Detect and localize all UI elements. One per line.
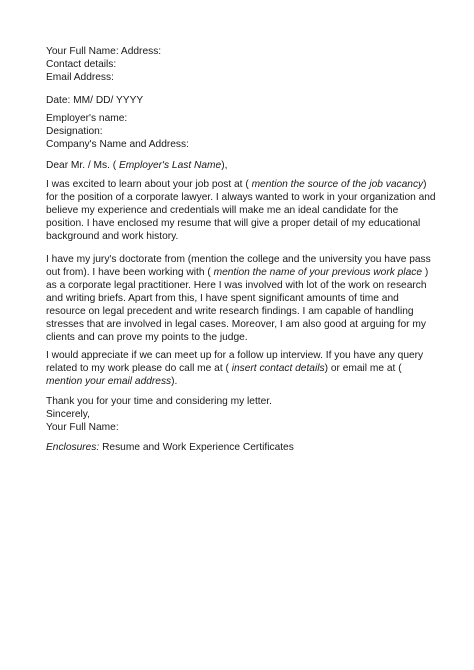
sender-name-address: Your Full Name: Address: xyxy=(46,46,162,57)
closing-thanks: Thank you for your time and considering my letter. xyxy=(46,396,272,407)
salutation-prefix: Dear Mr. / Ms. ( xyxy=(46,160,120,171)
para2-placeholder-1: mention the name of your previous work place xyxy=(213,267,422,278)
paragraph-2 xyxy=(46,253,438,344)
paragraph-3 xyxy=(46,349,438,388)
closing-sincerely: Sincerely, xyxy=(46,409,90,420)
employer-block xyxy=(46,112,438,151)
para3-placeholder-1: insert contact details xyxy=(231,363,325,374)
salutation-suffix: ), xyxy=(221,160,228,171)
employer-name: Employer's name: xyxy=(46,113,128,124)
employer-designation: Designation: xyxy=(46,126,103,137)
para1-text-1: I was excited to learn about your job post at ( xyxy=(46,179,252,190)
para3-placeholder-2: mention your email address xyxy=(46,376,172,387)
closing-name: Your Full Name: xyxy=(46,422,119,433)
closing-block xyxy=(46,395,438,434)
salutation xyxy=(46,159,438,172)
para2-text-1: I have my jury's doctorate from (mention the college and the university you have pass out from). I have been working with ( xyxy=(46,254,431,278)
para3-text-3: ). xyxy=(171,376,178,387)
enclosures-label: Enclosures: xyxy=(46,442,100,453)
enclosures-text: Resume and Work Experience Certificates xyxy=(99,442,294,453)
sender-email: Email Address: xyxy=(46,72,114,83)
sender-contact: Contact details: xyxy=(46,59,117,70)
enclosures-line xyxy=(46,441,438,454)
sender-block xyxy=(46,45,438,84)
salutation-placeholder: Employer's Last Name xyxy=(119,160,222,171)
date-text: Date: MM/ DD/ YYYY xyxy=(46,95,144,106)
para1-placeholder-1: mention the source of the job vacancy xyxy=(251,179,424,190)
paragraph-1 xyxy=(46,178,438,243)
para2-text-2: ) as a corporate legal practitioner. Here I was involved with lot of the work on research and writing briefs. Apart from this, I have spent significant amounts of time and resource on legal precedent and write research findings. I am capable of handling stresses that are involved in legal cases. Moreover, I am also good at arguing for my clients and can prove my points to the judge. xyxy=(46,267,429,343)
para3-text-1: I would appreciate if we can meet up for a follow up interview. If you have any query related to my work please do call me at ( xyxy=(46,350,424,374)
date-line xyxy=(46,94,438,107)
para3-text-2: ) or email me at ( xyxy=(324,363,402,374)
employer-company: Company's Name and Address: xyxy=(46,139,189,150)
para1-text-2: ) for the position of a corporate lawyer. I always wanted to work in your organization and believe my experience and credentials will make me an ideal candidate for the position. I have enclosed my resume that will give a proper detail of my educational background and work history. xyxy=(46,179,436,242)
